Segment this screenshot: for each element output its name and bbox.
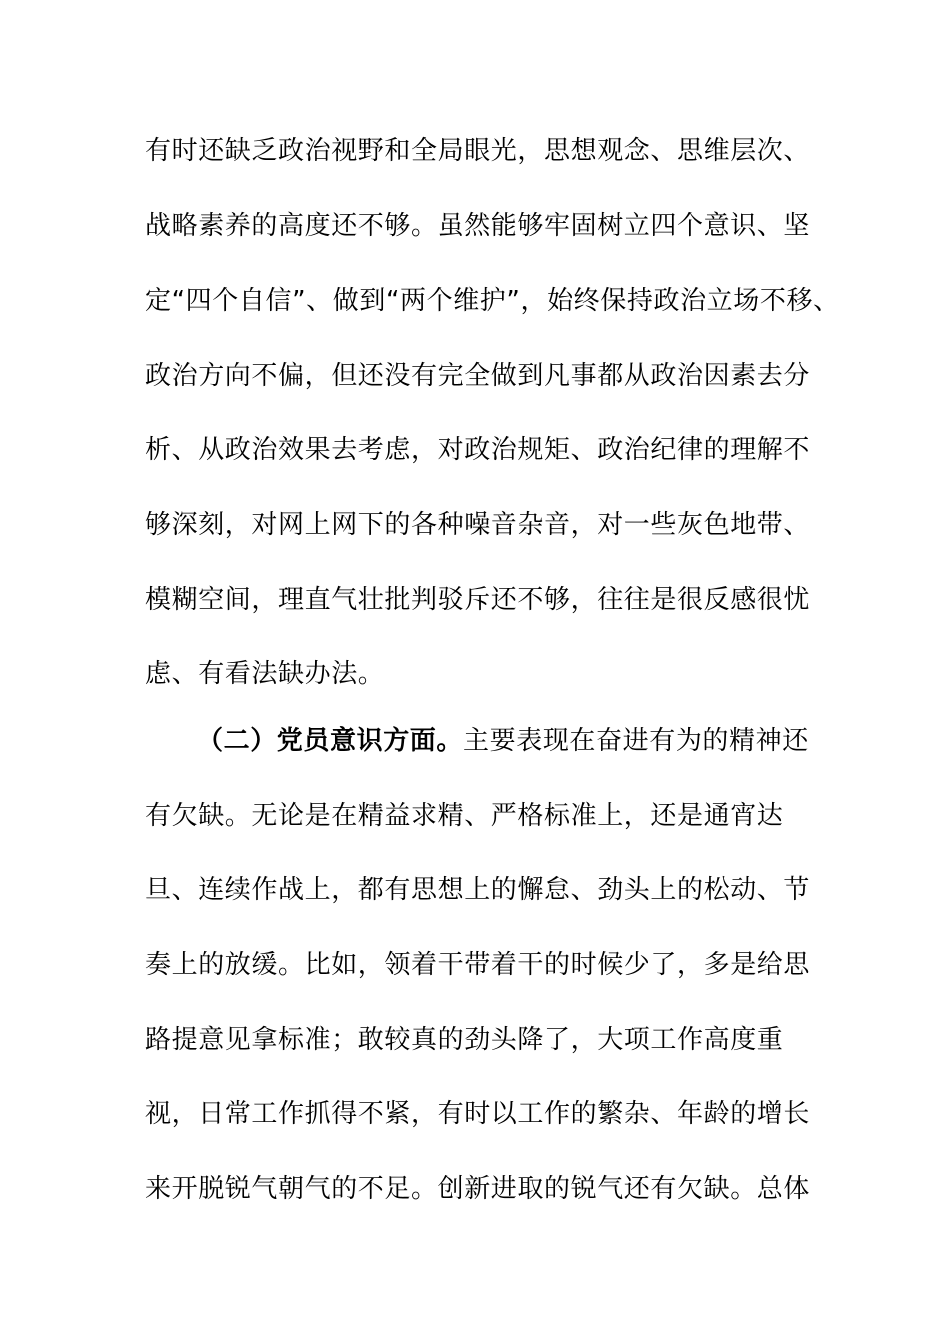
paragraph-2-line-4: 奏上的放缓。比如，领着干带着干的时候少了，多是给思 <box>145 950 811 980</box>
paragraph-2-first-line <box>197 721 807 761</box>
paragraph-2-line-5: 路提意见拿标准；敢较真的劲头降了，大项工作高度重 <box>145 1025 784 1055</box>
paragraph-1-line-3: 定“四个自信”、做到“两个维护”，始终保持政治立场不移、 <box>145 286 840 316</box>
paragraph-2-line-6: 视，日常工作抓得不紧，有时以工作的繁杂、年龄的增长 <box>145 1099 811 1129</box>
section-heading: （二）党员意识方面。 <box>197 726 464 756</box>
paragraph-2-line-3: 旦、连续作战上，都有思想上的懈怠、劲头上的松动、节 <box>145 875 811 905</box>
paragraph-1-line-1: 有时还缺乏政治视野和全局眼光，思想观念、思维层次、 <box>145 136 811 166</box>
paragraph-1-line-5: 析、从政治效果去考虑，对政治规矩、政治纪律的理解不 <box>145 435 811 465</box>
paragraph-1-line-6: 够深刻，对网上网下的各种噪音杂音，对一些灰色地带、 <box>145 510 811 540</box>
paragraph-2-first-line-text: 主要表现在奋进有为的精神还 <box>463 726 809 756</box>
paragraph-1-line-7: 模糊空间，理直气壮批判驳斥还不够，往往是很反感很忧 <box>145 585 811 615</box>
paragraph-2-line-2: 有欠缺。无论是在精益求精、严格标准上，还是通宵达 <box>145 801 784 831</box>
paragraph-1-line-8: 虑、有看法缺办法。 <box>145 659 385 689</box>
paragraph-1-line-2: 战略素养的高度还不够。虽然能够牢固树立四个意识、坚 <box>145 211 811 241</box>
paragraph-1-line-4: 政治方向不偏，但还没有完全做到凡事都从政治因素去分 <box>145 361 811 391</box>
paragraph-2-line-7: 来开脱锐气朝气的不足。创新进取的锐气还有欠缺。总体 <box>145 1174 811 1204</box>
